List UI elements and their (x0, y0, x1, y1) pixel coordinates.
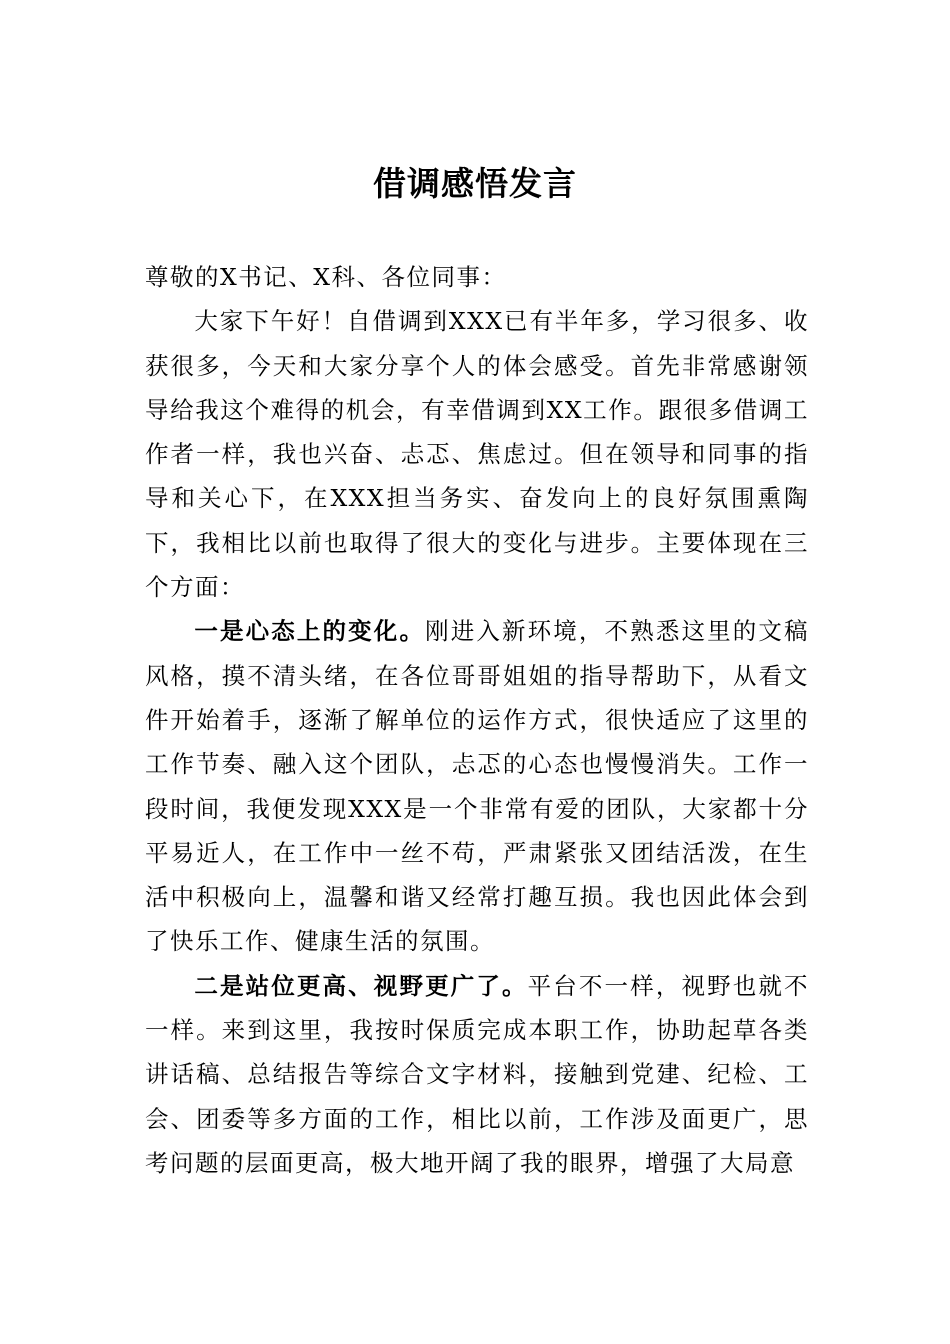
paragraph-text: 大家下午好！自借调到XXX已有半年多，学习很多、收获很多，今天和大家分享个人的体会感受。首先非常感谢领导给我这个难得的机会，有幸借调到XX工作。跟很多借调工作者一样，我也兴奋、忐忑、焦虑过。但在领导和同事的指导和关心下，在XXX担当务实、奋发向上的良好氛围熏陶下，我相比以前也取得了很大的变化与进步。主要体现在三个方面： (145, 307, 809, 602)
paragraph-point-two (145, 964, 809, 1185)
salutation: 尊敬的X书记、X科、各位同事： (145, 263, 507, 291)
document-title: 借调感悟发言 (373, 164, 577, 203)
paragraph-lead: 二是站位更高、视野更广了。 (194, 971, 528, 1000)
document-body (145, 255, 809, 1185)
paragraph-text: 刚进入新环境，不熟悉这里的文稿风格，摸不清头绪，在各位哥哥姐姐的指导帮助下，从看文件开始着手，逐渐了解单位的运作方式，很快适应了这里的工作节奏、融入这个团队，忐忑的心态也慢慢消失。工作一段时间，我便发现XXX是一个非常有爱的团队，大家都十分平易近人，在工作中一丝不苟，严肃紧张又团结活泼，在生活中积极向上，温馨和谐又经常打趣互损。我也因此体会到了快乐工作、健康生活的氛围。 (145, 617, 810, 956)
paragraph-point-one (145, 609, 809, 963)
paragraph-lead: 一是心态上的变化。 (194, 617, 426, 646)
paragraph-text: 平台不一样，视野也就不一样。来到这里，我按时保质完成本职工作，协助起草各类讲话稿、总结报告等综合文字材料，接触到党建、纪检、工会、团委等多方面的工作，相比以前，工作涉及面更广，思考问题的层面更高，极大地开阔了我的眼界，增强了大局意 (145, 971, 810, 1177)
paragraph-intro (145, 299, 809, 609)
